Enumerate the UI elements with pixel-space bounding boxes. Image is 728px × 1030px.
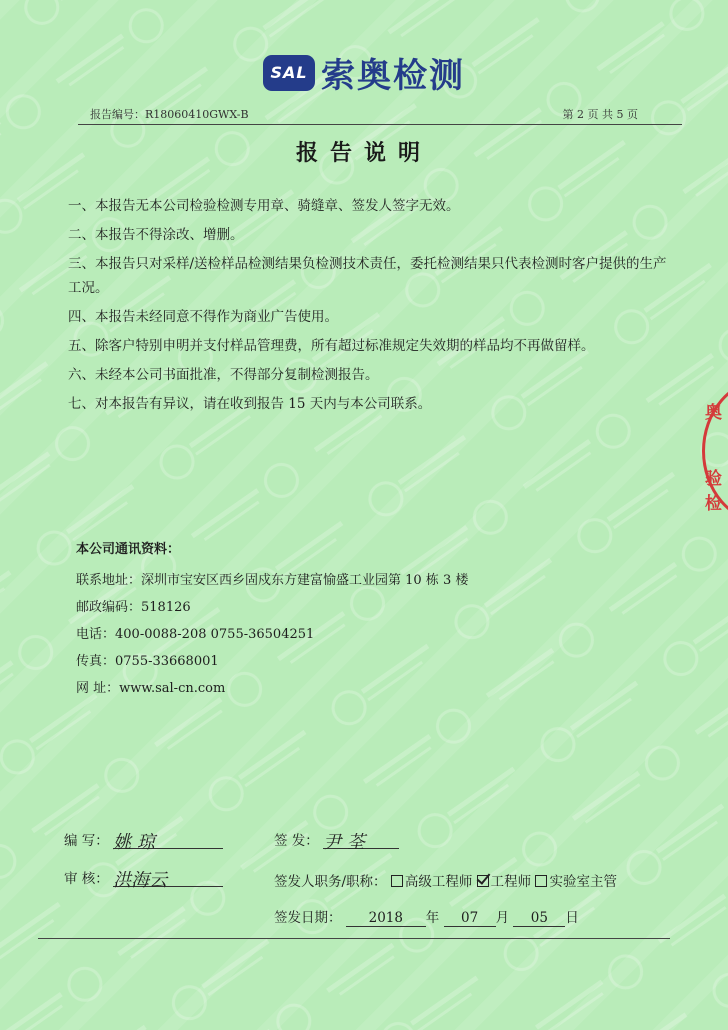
- note-item: 四、本报告未经同意不得作为商业广告使用。: [68, 309, 338, 325]
- checkbox-engineer[interactable]: [477, 875, 489, 887]
- checkbox-lab-supervisor[interactable]: [535, 875, 547, 887]
- contact-section: [76, 538, 676, 702]
- month-unit: 月: [495, 910, 510, 926]
- title-option: 高级工程师: [404, 874, 473, 890]
- compiler-signature: 姚 琼: [113, 832, 155, 853]
- note-item: 六、未经本公司书面批准，不得部分复制检测报告。: [68, 367, 379, 383]
- note-item: 三、本报告只对采样/送检样品检测结果负检测技术责任，委托检测结果只代表检测时客户提供的生产工况。: [68, 256, 667, 296]
- checkbox-senior-engineer[interactable]: [391, 875, 403, 887]
- note-item: 一、本报告无本公司检验检测专用章、骑缝章、签发人签字无效。: [68, 198, 460, 214]
- reviewer-label: 审 核：: [64, 871, 109, 887]
- report-number: 报告编号：R18060410GWX-B: [90, 108, 249, 121]
- notes-list: [68, 194, 668, 421]
- contact-title: 本公司通讯资料：: [76, 542, 181, 557]
- compiler-field: [64, 828, 223, 853]
- contact-fax: 传真：0755-33668001: [76, 654, 219, 669]
- contact-website: 网 址：www.sal-cn.com: [76, 681, 226, 696]
- title-option: 实验室主管: [549, 874, 617, 890]
- header-divider: [78, 124, 682, 125]
- issuer-title-field: [274, 870, 617, 890]
- footer-divider: [38, 938, 670, 939]
- reviewer-signature: 洪海云: [113, 870, 168, 891]
- partial-stamp: 奥 验检: [702, 378, 728, 518]
- reviewer-field: [64, 866, 223, 891]
- issue-date-field: [274, 906, 579, 927]
- compiler-label: 编 写：: [64, 833, 109, 849]
- page-title: 报告说明: [295, 140, 432, 166]
- issuer-signature: 尹 荃: [323, 832, 365, 853]
- contact-phone: 电话：400-0088-208 0755-36504251: [76, 627, 315, 642]
- issue-day: 05: [513, 910, 565, 927]
- note-item: 二、本报告不得涂改、增删。: [68, 227, 244, 243]
- issue-year: 2018: [346, 910, 426, 927]
- company-logo: [0, 48, 728, 98]
- contact-postcode: 邮政编码：518126: [76, 600, 191, 615]
- issuer-label: 签 发：: [274, 833, 319, 849]
- issue-date-label: 签发日期：: [274, 910, 342, 926]
- note-item: 七、对本报告有异议，请在收到报告 15 天内与本公司联系。: [68, 396, 432, 412]
- logo-text: 索奥检测: [321, 56, 465, 96]
- year-unit: 年: [425, 910, 440, 926]
- page-indicator: 第 2 页 共 5 页: [562, 108, 638, 121]
- contact-address: 联系地址：深圳市宝安区西乡固戍东方建富愉盛工业园第 10 栋 3 楼: [76, 573, 469, 588]
- note-item: 五、除客户特别申明并支付样品管理费，所有超过标准规定失效期的样品均不再做留样。: [68, 338, 595, 354]
- issuer-title-label: 签发人职务/职称：: [274, 874, 387, 890]
- title-option: 工程师: [490, 874, 532, 890]
- issuer-field: [274, 828, 399, 853]
- day-unit: 日: [565, 910, 579, 926]
- issue-month: 07: [444, 910, 496, 927]
- sal-badge-icon: SAL: [263, 55, 315, 91]
